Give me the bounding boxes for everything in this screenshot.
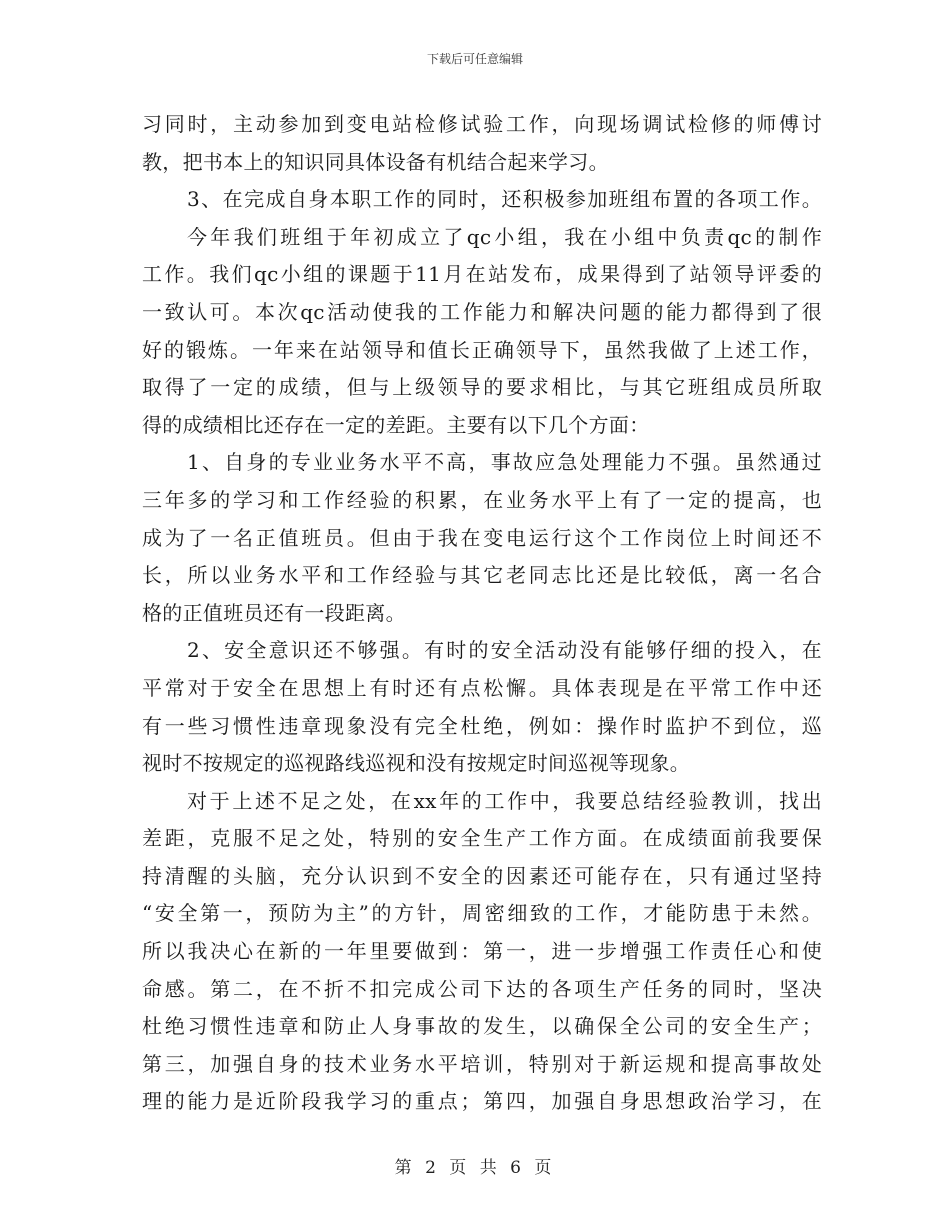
text-line: 一致认可。本次qc活动使我的工作能力和解决问题的能力都得到了很 [142, 299, 822, 324]
text-line: 命感。第二，在不折不扣完成公司下达的各项生产任务的同时，坚决 [142, 976, 822, 1001]
text-line: 成为了一名正值班员。但由于我在变电运行这个工作岗位上时间还不 [142, 525, 822, 550]
text-line: 3、在完成自身本职工作的同时，还积极参加班组布置的各项工作。 [187, 187, 822, 212]
text-line: 持清醒的头脑，充分认识到不安全的因素还可能存在，只有通过坚持 [142, 863, 822, 888]
text-line: 得的成绩相比还存在一定的差距。主要有以下几个方面： [142, 412, 650, 437]
text-line: 视时不按规定的巡视路线巡视和没有按规定时间巡视等现象。 [142, 751, 691, 776]
text-line: 好的锻炼。一年来在站领导和值长正确领导下，虽然我做了上述工作， [142, 337, 822, 362]
text-line: 平常对于安全在思想上有时还有点松懈。具体表现是在平常工作中还 [142, 675, 822, 700]
text-line: 1、自身的专业业务水平不高，事故应急处理能力不强。虽然通过 [187, 450, 822, 475]
page-header: 下载后可任意编辑 [426, 52, 523, 66]
document-body [142, 106, 822, 1121]
page-footer: 第 2 页 共 6 页 [394, 1158, 556, 1178]
text-line: 差距，克服不足之处，特别的安全生产工作方面。在成绩面前我要保 [142, 826, 822, 851]
text-line: 理的能力是近阶段我学习的重点；第四，加强自身思想政治学习，在 [142, 1089, 822, 1114]
text-line: 取得了一定的成绩，但与上级领导的要求相比，与其它班组成员所取 [142, 375, 822, 400]
text-line: 今年我们班组于年初成立了qc小组，我在小组中负责qc的制作 [187, 224, 822, 249]
text-line: 习同时，主动参加到变电站检修试验工作，向现场调试检修的师傅讨 [142, 112, 822, 136]
text-line: “安全第一，预防为主”的方针，周密细致的工作，才能防患于未然。 [142, 901, 822, 926]
text-line: 所以我决心在新的一年里要做到：第一，进一步增强工作责任心和使 [142, 939, 822, 964]
text-line: 杜绝习惯性违章和防止人身事故的发生，以确保全公司的安全生产； [142, 1014, 822, 1039]
text-line: 有一些习惯性违章现象没有完全杜绝，例如：操作时监护不到位，巡 [142, 713, 822, 738]
text-line: 2、安全意识还不够强。有时的安全活动没有能够仔细的投入，在 [187, 638, 822, 663]
text-line: 长，所以业务水平和工作经验与其它老同志比还是比较低，离一名合 [142, 563, 822, 588]
text-line: 格的正值班员还有一段距离。 [142, 600, 406, 625]
text-line: 教，把书本上的知识同具体设备有机结合起来学习。 [142, 149, 609, 174]
text-line: 工作。我们qc小组的课题于11月在站发布，成果得到了站领导评委的 [142, 262, 822, 287]
text-line: 三年多的学习和工作经验的积累，在业务水平上有了一定的提高，也 [142, 487, 822, 512]
text-line: 第三，加强自身的技术业务水平培训，特别对于新运规和提高事故处 [142, 1051, 822, 1076]
text-line: 对于上述不足之处，在xx年的工作中，我要总结经验教训，找出 [187, 788, 822, 813]
